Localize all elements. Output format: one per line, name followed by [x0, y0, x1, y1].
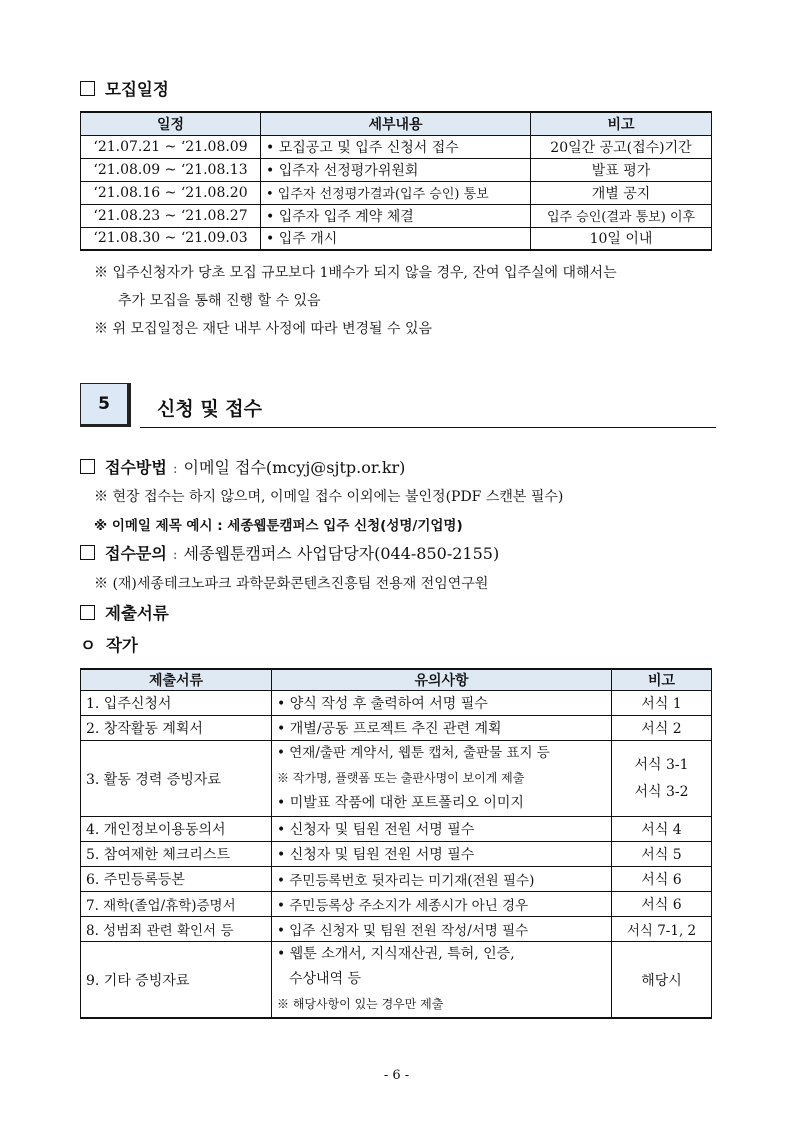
doc-remark [612, 741, 712, 817]
table-row [81, 691, 712, 716]
page-number: - 6 - [383, 1068, 410, 1083]
doc-notes: • 신청자 및 팀원 전원 서명 필수 [272, 817, 612, 842]
doc-note-line: 수상내역 등 [289, 971, 362, 987]
doc-name: 3. 활동 경력 증빙자료 [81, 741, 272, 817]
doc-note-line: ※ 작가명, 플랫폼 또는 출판사명이 보이게 제출 [277, 771, 525, 785]
table-row [81, 842, 712, 867]
schedule-date: ‘21.08.16 ~ ‘21.08.20 [81, 181, 261, 204]
checkbox-square-icon [80, 605, 95, 620]
inquiry-separator: : [172, 547, 178, 563]
schedule-detail: • 입주자 입주 계약 체결 [261, 204, 531, 227]
section-title-underline [140, 427, 716, 428]
method-value: 이메일 접수(mcyj@sjtp.or.kr) [183, 458, 406, 477]
checkbox-square-icon [80, 459, 95, 474]
checkbox-square-icon [80, 81, 95, 96]
docs-table [80, 668, 712, 1019]
section-number-badge: 5 [80, 383, 131, 427]
method-label: 접수방법 [105, 458, 167, 477]
docs-heading-text: 제출서류 [105, 604, 169, 623]
doc-notes: • 양식 작성 후 출력하여 서명 필수 [272, 691, 612, 716]
doc-notes: • 주민등록상 주소지가 세종시가 아닌 경우 [272, 892, 612, 917]
docs-col-name: 제출서류 [81, 669, 272, 691]
table-row [81, 227, 712, 250]
method-note: ※ 현장 접수는 하지 않으며, 이메일 접수 이외에는 불인정(PDF 스캔본 필수) [94, 489, 564, 505]
doc-name: 4. 개인정보이용동의서 [81, 817, 272, 842]
doc-remark-line: 서식 3-2 [634, 783, 689, 800]
method-row [80, 455, 405, 478]
table-row [81, 158, 712, 181]
doc-remark: 서식 2 [612, 716, 712, 741]
doc-remark: 서식 4 [612, 817, 712, 842]
doc-note-line: • 연재/출판 계약서, 웹툰 캡처, 출판물 표지 등 [277, 745, 550, 761]
doc-note-line: • 미발표 작품에 대한 포트폴리오 이미지 [277, 795, 524, 811]
schedule-note: 10일 이내 [531, 227, 712, 250]
schedule-note-1: ※ 입주신청자가 당초 모집 규모보다 1배수가 되지 않을 경우, 잔여 입주실에 대해서는 [94, 265, 617, 281]
schedule-note: 20일간 공고(접수)기간 [531, 135, 712, 158]
checkbox-square-icon [80, 545, 95, 560]
doc-name: 1. 입주신청서 [81, 691, 272, 716]
doc-remark-line: 서식 3-1 [634, 756, 689, 773]
doc-notes [272, 942, 612, 1019]
inquiry-row [80, 541, 499, 564]
doc-notes: • 개별/공동 프로젝트 추진 관련 계획 [272, 716, 612, 741]
doc-remark: 서식 6 [612, 867, 712, 892]
table-row [81, 741, 712, 817]
doc-notes [272, 741, 612, 817]
doc-name: 9. 기타 증빙자료 [81, 942, 272, 1019]
doc-name: 8. 성범죄 관련 확인서 등 [81, 917, 272, 942]
artist-heading [80, 632, 138, 656]
table-row [81, 204, 712, 227]
schedule-table [80, 111, 712, 251]
doc-name: 2. 창작활동 계획서 [81, 716, 272, 741]
doc-remark: 서식 5 [612, 842, 712, 867]
schedule-detail: • 모집공고 및 입주 신청서 접수 [261, 135, 531, 158]
inquiry-label: 접수문의 [105, 544, 167, 563]
doc-remark: 서식 1 [612, 691, 712, 716]
schedule-heading [80, 76, 169, 100]
table-row [81, 892, 712, 917]
doc-name: 7. 재학(졸업/휴학)증명서 [81, 892, 272, 917]
schedule-note-1-cont: 추가 모집을 통해 진행 할 수 있음 [118, 293, 321, 309]
table-row [81, 917, 712, 942]
schedule-detail: • 입주자 선정평가결과(입주 승인) 통보 [261, 181, 531, 204]
table-row [81, 867, 712, 892]
doc-note-line: • 웹툰 소개서, 지식재산권, 특허, 인증, [277, 946, 515, 962]
doc-notes: • 신청자 및 팀원 전원 서명 필수 [272, 842, 612, 867]
schedule-col-date: 일정 [81, 112, 261, 135]
schedule-col-detail: 세부내용 [261, 112, 531, 135]
schedule-col-note: 비고 [531, 112, 712, 135]
table-row [81, 817, 712, 842]
docs-col-notes: 유의사항 [272, 669, 612, 691]
schedule-date: ‘21.08.23 ~ ‘21.08.27 [81, 204, 261, 227]
docs-col-remark: 비고 [612, 669, 712, 691]
doc-remark: 해당시 [612, 942, 712, 1019]
method-separator: : [172, 461, 178, 477]
doc-remark: 서식 7-1, 2 [612, 917, 712, 942]
doc-name: 5. 참여제한 체크리스트 [81, 842, 272, 867]
table-row [81, 135, 712, 158]
schedule-date: ‘21.08.30 ~ ‘21.09.03 [81, 227, 261, 250]
schedule-detail: • 입주자 선정평가위원회 [261, 158, 531, 181]
table-row [81, 716, 712, 741]
circle-bullet-icon: ㅇ [80, 636, 96, 655]
inquiry-value: 세종웹툰캠퍼스 사업담당자(044-850-2155) [183, 544, 500, 563]
schedule-note: 개별 공지 [531, 181, 712, 204]
schedule-detail: • 입주 개시 [261, 227, 531, 250]
schedule-note-2: ※ 위 모집일정은 재단 내부 사정에 따라 변경될 수 있음 [94, 321, 433, 337]
doc-remark: 서식 6 [612, 892, 712, 917]
method-note-bold: ※ 이메일 제목 예시 : 세종웹툰캠퍼스 입주 신청(성명/기업명) [94, 518, 463, 534]
inquiry-note: ※ (재)세종테크노파크 과학문화콘텐츠진흥팀 전용재 전임연구원 [94, 576, 489, 592]
section-title: 신청 및 접수 [157, 398, 262, 420]
doc-notes: • 입주 신청자 및 팀원 전원 작성/서명 필수 [272, 917, 612, 942]
schedule-date: ‘21.07.21 ~ ‘21.08.09 [81, 135, 261, 158]
table-row [81, 181, 712, 204]
artist-heading-text: 작가 [105, 636, 138, 655]
schedule-note: 입주 승인(결과 통보) 이후 [531, 204, 712, 227]
schedule-date: ‘21.08.09 ~ ‘21.08.13 [81, 158, 261, 181]
doc-name: 6. 주민등록등본 [81, 867, 272, 892]
doc-note-line: ※ 해당사항이 있는 경우만 제출 [277, 997, 444, 1011]
table-row [81, 942, 712, 1019]
doc-notes: • 주민등록번호 뒷자리는 미기재(전원 필수) [272, 867, 612, 892]
schedule-heading-text: 모집일정 [105, 80, 169, 99]
schedule-note: 발표 평가 [531, 158, 712, 181]
docs-heading [80, 600, 169, 624]
